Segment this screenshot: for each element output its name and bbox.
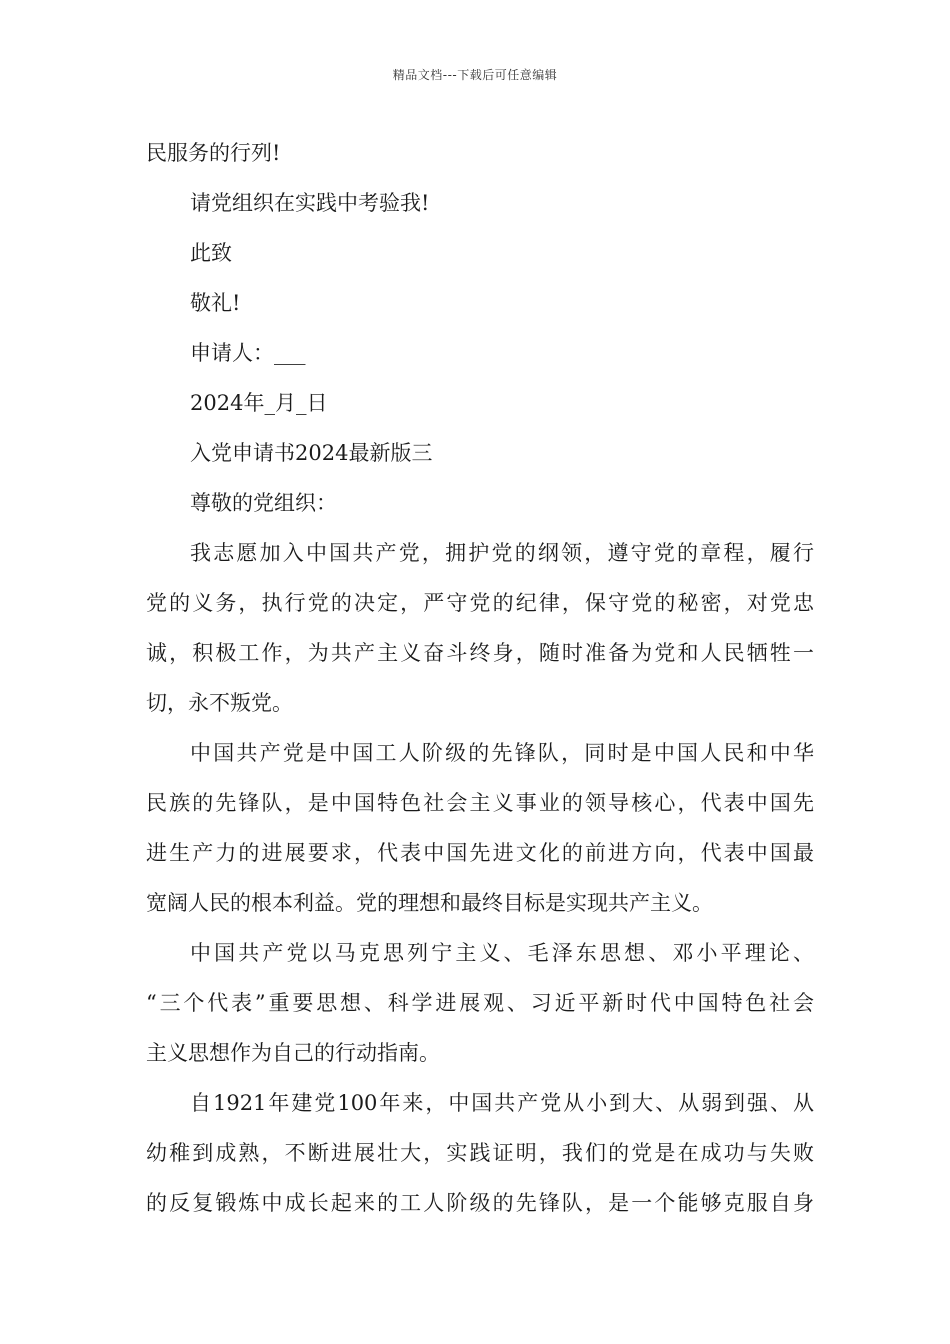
document-body: [146, 128, 814, 1228]
paragraph-2-line-2: 民族的先锋队，是中国特色社会主义事业的领导核心，代表中国先: [146, 791, 814, 815]
paragraph-1-line-2: 党的义务，执行党的决定，严守党的纪律，保守党的秘密，对党忠: [146, 591, 814, 615]
section-title: 入党申请书2024最新版三: [190, 441, 433, 465]
paragraph-4-line-1: 自1921年建党100年来，中国共产党从小到大、从弱到强、从: [190, 1091, 814, 1115]
paragraph-2-line-1: 中国共产党是中国工人阶级的先锋队，同时是中国人民和中华: [190, 741, 814, 765]
paragraph-1-line-1: 我志愿加入中国共产党，拥护党的纲领，遵守党的章程，履行: [190, 541, 814, 565]
closing-line: 敬礼!: [190, 291, 241, 315]
text-line-2: 请党组织在实践中考验我!: [190, 191, 430, 215]
greeting-line: 尊敬的党组织：: [190, 491, 337, 515]
paragraph-3-line-2: “三个代表”重要思想、科学进展观、习近平新时代中国特色社会: [146, 991, 814, 1015]
applicant-line: 申请人：___: [190, 341, 306, 365]
paragraph-3-line-1: 中国共产党以马克思列宁主义、毛泽东思想、邓小平理论、: [190, 941, 814, 965]
paragraph-3-line-3: 主义思想作为自己的行动指南。: [146, 1041, 440, 1065]
paragraph-4-line-3: 的反复锻炼中成长起来的工人阶级的先锋队，是一个能够克服自身: [146, 1191, 814, 1215]
salutation-line: 此致: [190, 241, 232, 265]
paragraph-2-line-3: 进生产力的进展要求，代表中国先进文化的前进方向，代表中国最: [146, 841, 814, 865]
paragraph-1-line-4: 切，永不叛党。: [146, 691, 293, 715]
paragraph-4-line-2: 幼稚到成熟，不断进展壮大，实践证明，我们的党是在成功与失败: [146, 1141, 814, 1165]
paragraph-2-line-4: 宽阔人民的根本利益。党的理想和最终目标是实现共产主义。: [146, 891, 713, 915]
paragraph-1-line-3: 诚，积极工作，为共产主义奋斗终身，随时准备为党和人民牺牲一: [146, 641, 814, 665]
text-line-1: 民服务的行列!: [146, 141, 281, 165]
page-header: 精品文档---下载后可任意编辑: [392, 68, 558, 82]
date-line: 2024年_月_日: [190, 391, 328, 415]
